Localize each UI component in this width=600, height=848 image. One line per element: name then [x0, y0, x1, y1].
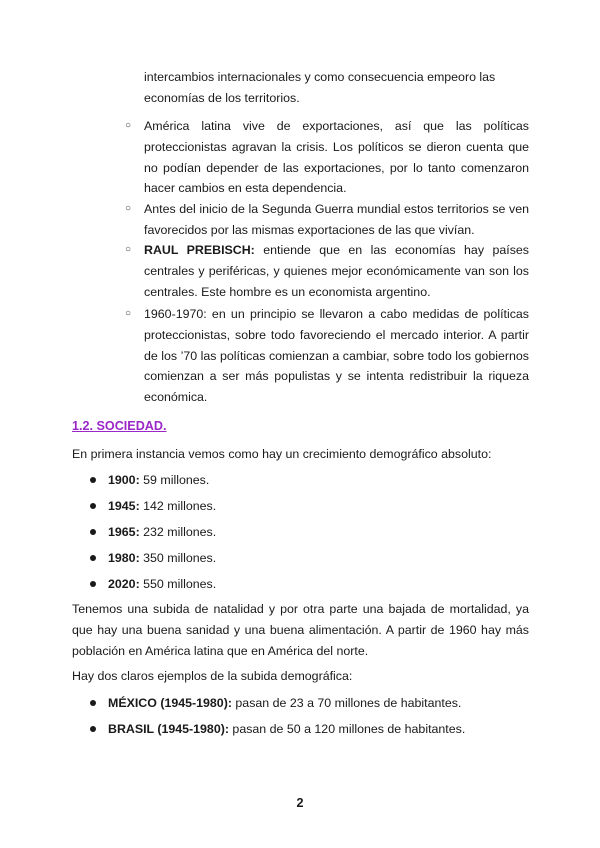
bullet-icon: [90, 503, 96, 509]
example-list-item: BRASIL (1945-1980): pasan de 50 a 120 millones de habitantes.: [108, 719, 465, 739]
continuation-line-1: intercambios internacionales y como consecuencia empeoro las: [144, 70, 496, 84]
bullet-icon: [90, 529, 96, 535]
population-list-item: 1945: 142 millones.: [108, 496, 216, 516]
sub-list-item: ○ Antes del inicio de la Segunda Guerra mundial estos territorios se ven favorecidos por las mismas exportaciones de las que vivían.: [144, 199, 529, 241]
continuation-paragraph: [144, 67, 529, 109]
example-list-item: MÉXICO (1945-1980): pasan de 23 a 70 millones de habitantes.: [108, 693, 461, 713]
bullet-icon: [90, 581, 96, 587]
page-number: 2: [296, 796, 304, 810]
sub-list-item: ○ 1960-1970: en un principio se llevaron a cabo medidas de políticas proteccionistas, sobre todo favoreciendo el mercado interior. A partir de los ’70 las políticas comienzan a cambiar, sobre todo los gobiernos comienzan a ser más populistas y se intenta redistribuir la riqueza económica.: [144, 304, 529, 408]
examples-intro-paragraph: Hay dos claros ejemplos de la subida demográfica:: [72, 669, 353, 683]
section-heading: 1.2. SOCIEDAD.: [72, 419, 167, 433]
population-list-item: 2020: 550 millones.: [108, 574, 216, 594]
bullet-icon: [90, 700, 96, 706]
population-list-item: 1900: 59 millones.: [108, 470, 209, 490]
hollow-circle-bullet-icon: ○: [125, 120, 132, 131]
population-list-item: 1965: 232 millones.: [108, 522, 216, 542]
hollow-circle-bullet-icon: ○: [125, 203, 132, 214]
continuation-line-2: economías de los territorios.: [144, 91, 300, 105]
sub-list-item: ○ RAUL PREBISCH: entiende que en las economías hay países centrales y periféricas, y quienes mejor económicamente van son los centrales. Este hombre es un economista argentino.: [144, 240, 529, 302]
bullet-icon: [90, 555, 96, 561]
bullet-icon: [90, 726, 96, 732]
intro-paragraph: En primera instancia vemos como hay un crecimiento demográfico absoluto:: [72, 447, 492, 461]
natalidad-paragraph: Tenemos una subida de natalidad y por otra parte una bajada de mortalidad, ya que hay una buena sanidad y una buena alimentación. A partir de 1960 hay más población en América latina que en América del norte.: [72, 602, 529, 658]
bullet-icon: [90, 477, 96, 483]
sub-list-item: ○ América latina vive de exportaciones, así que las políticas proteccionistas agravan la crisis. Los políticos se dieron cuenta que no podían depender de las exportaciones, por lo tanto comenzaron hacer cambios en esta dependencia.: [144, 116, 529, 199]
hollow-circle-bullet-icon: ○: [125, 308, 132, 319]
population-list-item: 1980: 350 millones.: [108, 548, 216, 568]
hollow-circle-bullet-icon: ○: [125, 244, 132, 255]
